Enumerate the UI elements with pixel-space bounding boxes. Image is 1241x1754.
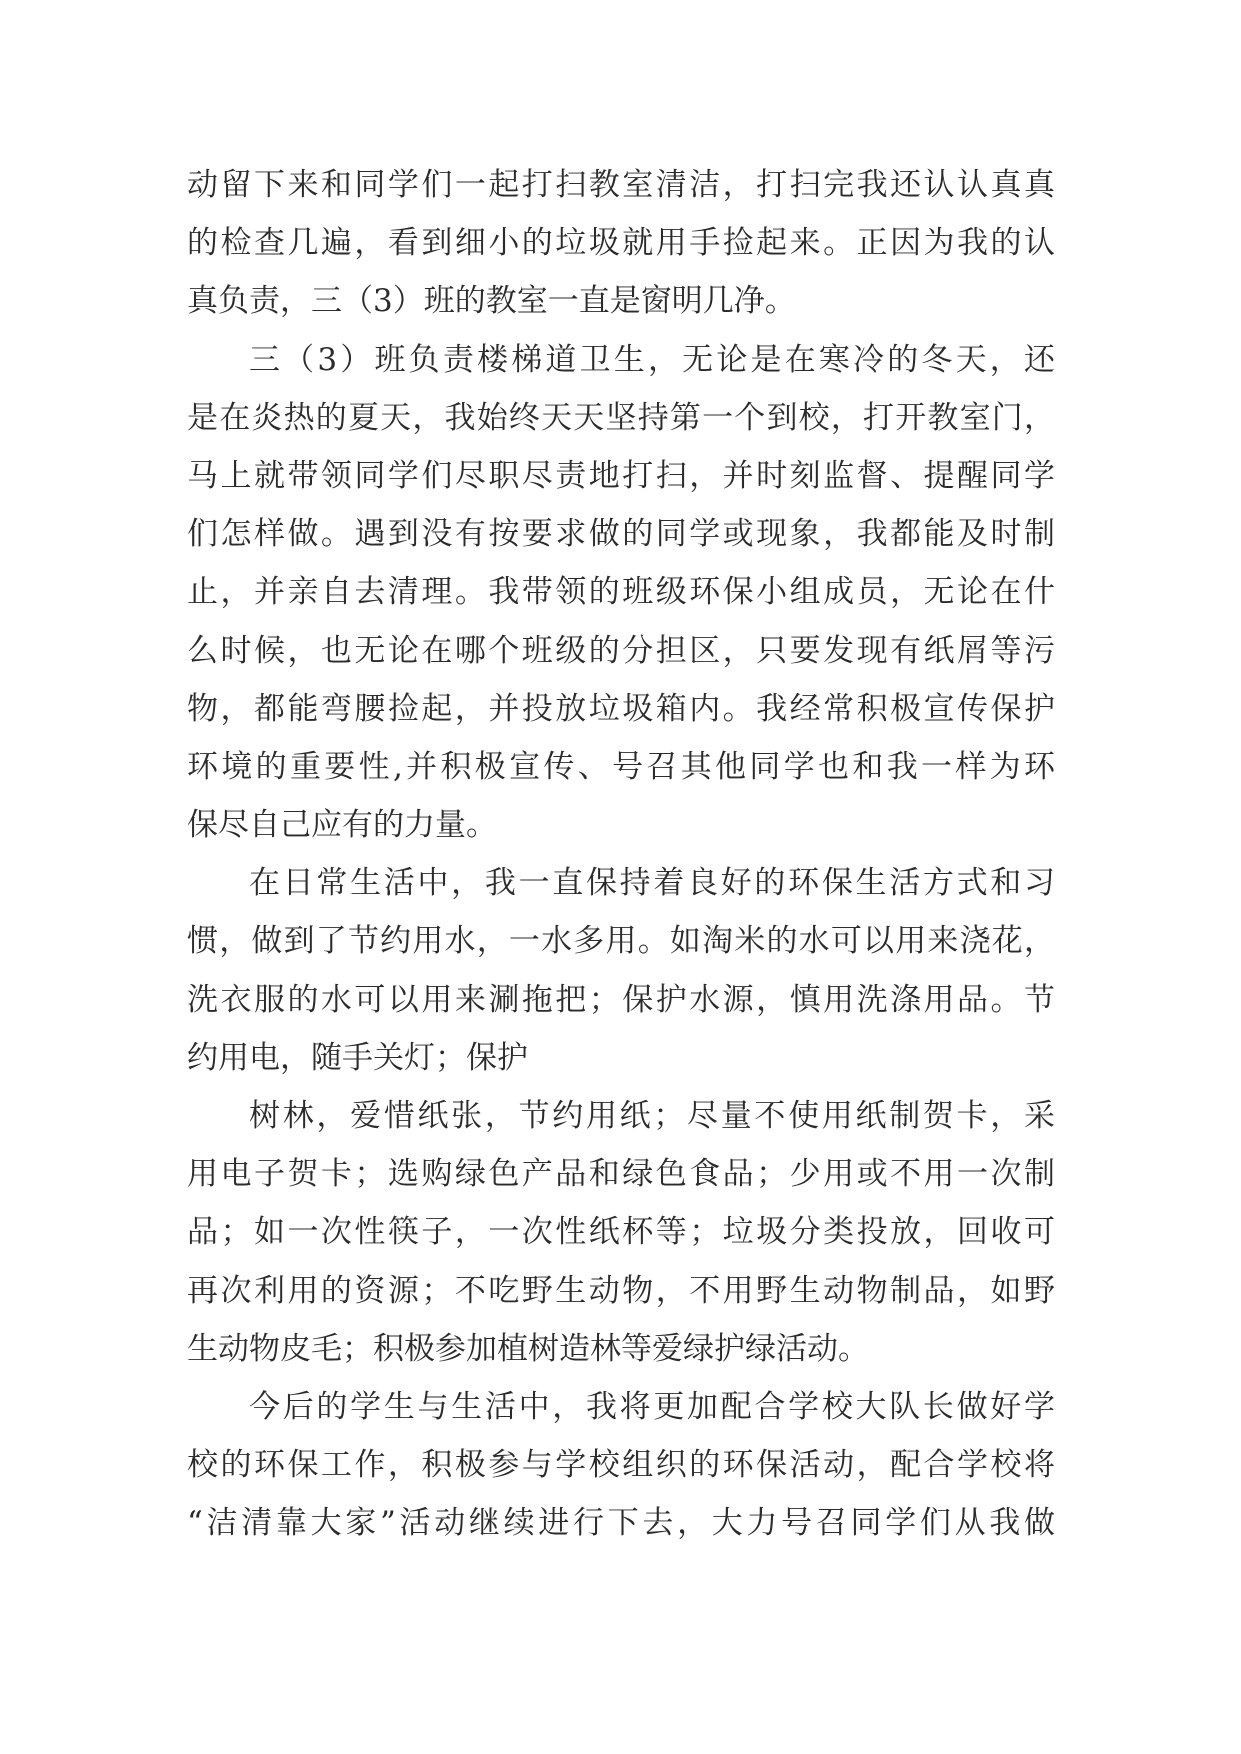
text-line: 用电子贺卡；选购绿色产品和绿色食品；少用或不用一次制	[187, 1156, 1055, 1193]
text-line: 三（3）班负责楼梯道卫生，无论是在寒冷的冬天，还	[249, 341, 1055, 378]
text-line: 是在炎热的夏天，我始终天天坚持第一个到校，打开教室门，	[187, 399, 1055, 436]
text-line: 约用电，随手关灯；保护	[187, 1039, 528, 1076]
document-body	[187, 156, 1055, 1553]
text-line: 生动物皮毛；积极参加植树造林等爱绿护绿活动。	[187, 1330, 869, 1367]
text-line: 止，并亲自去清理。我带领的班级环保小组成员，无论在什	[187, 574, 1055, 611]
text-line: “洁清靠大家”活动继续进行下去，大力号召同学们从我做	[187, 1505, 1055, 1542]
text-line: 树林，爱惜纸张，节约用纸；尽量不使用纸制贺卡，采	[249, 1098, 1055, 1134]
text-line: 马上就带领同学们尽职尽责地打扫，并时刻监督、提醒同学	[187, 457, 1055, 494]
text-line: 真负责，三（3）班的教室一直是窗明几净。	[187, 283, 796, 320]
text-line: 们怎样做。遇到没有按要求做的同学或现象，我都能及时制	[187, 516, 1055, 553]
text-line: 么时候，也无论在哪个班级的分担区，只要发现有纸屑等污	[187, 632, 1055, 669]
text-line: 的检查几遍，看到细小的垃圾就用手捡起来。正因为我的认	[187, 225, 1055, 262]
text-line: 品；如一次性筷子，一次性纸杯等；垃圾分类投放，回收可	[187, 1214, 1055, 1251]
text-line: 校的环保工作，积极参与学校组织的环保活动，配合学校将	[187, 1447, 1055, 1484]
text-line: 物，都能弯腰捡起，并投放垃圾箱内。我经常积极宣传保护	[187, 690, 1055, 727]
text-line: 动留下来和同学们一起打扫教室清洁，打扫完我还认认真真	[187, 167, 1055, 203]
text-line: 环境的重要性,并积极宣传、号召其他同学也和我一样为环	[187, 748, 1055, 785]
text-line: 在日常生活中，我一直保持着良好的环保生活方式和习	[249, 865, 1055, 902]
text-line: 保尽自己应有的力量。	[187, 807, 497, 844]
text-line: 洗衣服的水可以用来涮拖把；保护水源，慎用洗涤用品。节	[187, 981, 1055, 1018]
text-line: 惯，做到了节约用水，一水多用。如淘米的水可以用来浇花，	[187, 923, 1055, 960]
text-line: 再次利用的资源；不吃野生动物，不用野生动物制品，如野	[187, 1272, 1055, 1309]
text-line: 今后的学生与生活中，我将更加配合学校大队长做好学	[249, 1388, 1055, 1425]
